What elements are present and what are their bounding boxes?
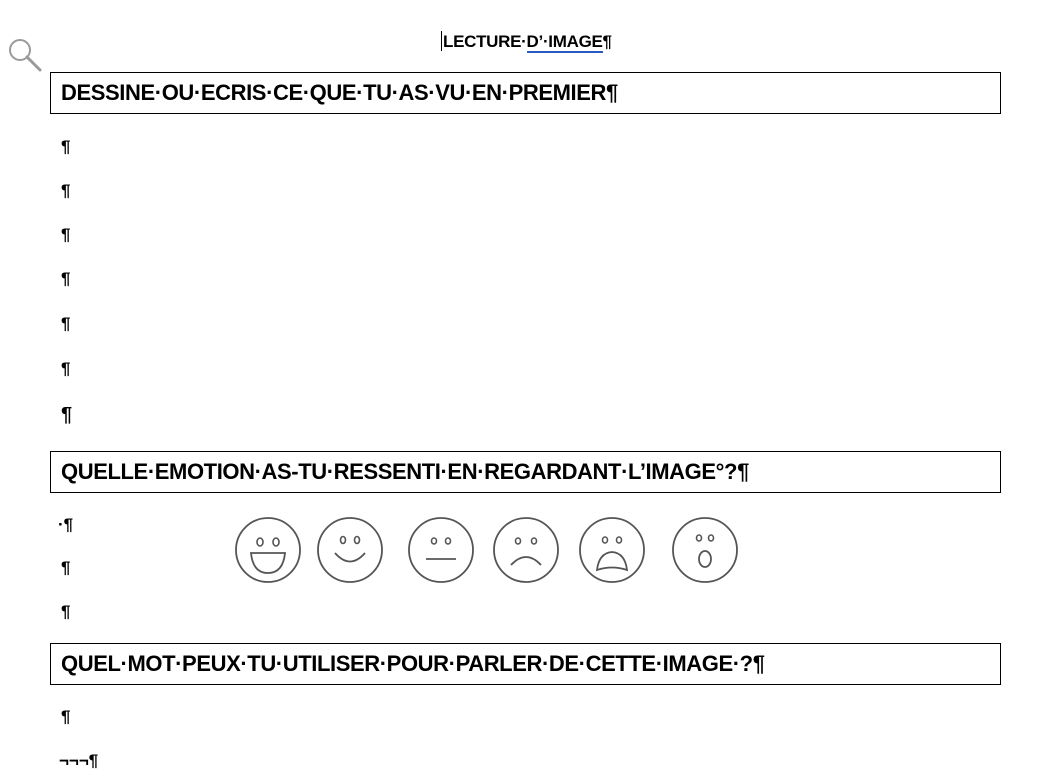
empty-paragraph-mark: ¶ xyxy=(61,707,71,726)
surprised-face-icon[interactable] xyxy=(670,515,740,585)
empty-paragraph-mark: ¶ xyxy=(61,558,71,577)
empty-paragraph-mark: ¶ xyxy=(61,602,71,621)
sad-face-icon[interactable] xyxy=(491,515,561,585)
section-3-label: QUEL·MOT·PEUX·TU·UTILISER·POUR·PARLER·DE·CETTE·IMAGE·?¶ xyxy=(61,651,765,676)
magnifier-icon[interactable] xyxy=(4,36,46,78)
empty-paragraph-mark: ¶ xyxy=(61,181,71,200)
empty-paragraph-mark: ¶ xyxy=(61,225,71,244)
section-1-label: DESSINE·OU·ECRIS·CE·QUE·TU·AS·VU·EN·PREMIER¶ xyxy=(61,80,618,105)
title-mark: ¶ xyxy=(602,32,612,51)
title-part-2: D’·IMAGE xyxy=(526,32,603,51)
title-part-1: LECTURE· xyxy=(443,32,527,51)
empty-paragraph-mark: ¶ xyxy=(61,314,71,333)
section-2-label: QUELLE·EMOTION·AS-TU·RESSENTI·EN·REGARDANT·L’IMAGE°?¶ xyxy=(61,459,749,484)
section-3-box xyxy=(50,643,1001,685)
laughing-face-icon[interactable] xyxy=(233,515,303,585)
tab-paragraph-mark: ¬¬¬¶ xyxy=(59,751,99,770)
section-1-box xyxy=(50,72,1001,114)
section-2-box xyxy=(50,451,1001,493)
text-cursor xyxy=(441,31,442,51)
smiling-face-icon[interactable] xyxy=(315,515,385,585)
empty-paragraph-mark: ¶ xyxy=(61,359,71,378)
emotion-faces-row xyxy=(230,515,750,587)
empty-paragraph-mark: ¶ xyxy=(61,137,71,156)
worried-face-icon[interactable] xyxy=(577,515,647,585)
empty-paragraph-mark: ·¶ xyxy=(58,515,74,534)
neutral-face-icon[interactable] xyxy=(406,515,476,585)
page-title xyxy=(441,31,612,52)
empty-paragraph-mark: ¶ xyxy=(61,404,73,426)
empty-paragraph-mark: ¶ xyxy=(61,269,71,288)
